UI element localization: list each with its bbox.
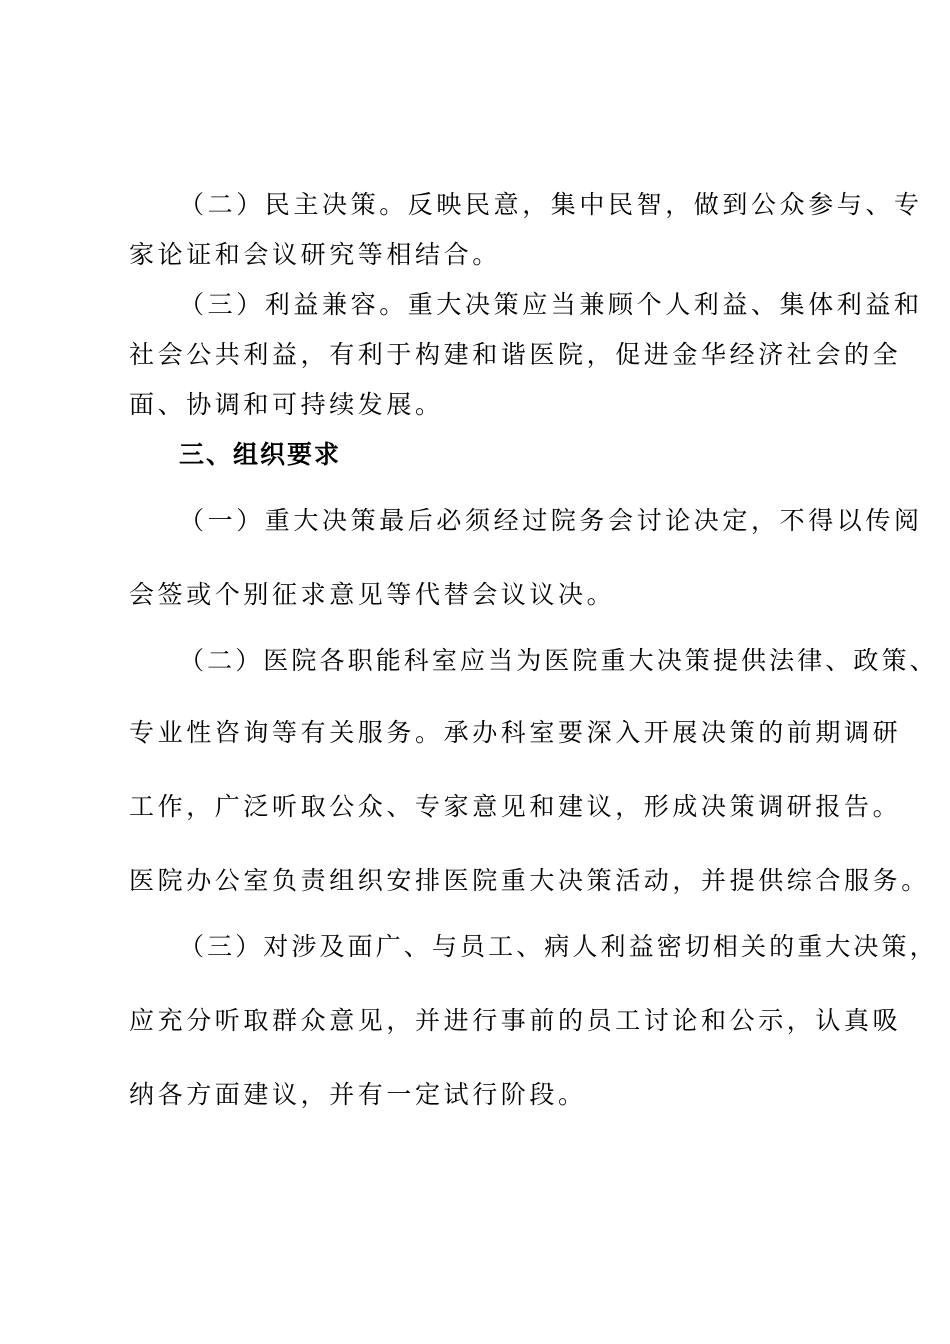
paragraph-line: 家论证和会议研究等相结合。 bbox=[129, 240, 501, 269]
paragraph-line: （一）重大决策最后必须经过院务会讨论决定，不得以传阅 bbox=[179, 506, 923, 535]
paragraph-line: 纳各方面建议，并有一定试行阶段。 bbox=[129, 1080, 587, 1109]
paragraph-line: （二）医院各职能科室应当为医院重大决策提供法律、政策、 bbox=[179, 646, 938, 675]
section-heading: 三、组织要求 bbox=[179, 440, 342, 469]
paragraph-line: （二）民主决策。反映民意，集中民智，做到公众参与、专 bbox=[179, 190, 923, 219]
paragraph-line: 会签或个别征求意见等代替会议议决。 bbox=[129, 580, 616, 609]
paragraph-line: （三）利益兼容。重大决策应当兼顾个人利益、集体利益和 bbox=[179, 290, 923, 319]
paragraph-line: 社会公共利益，有利于构建和谐医院，促进金华经济社会的全 bbox=[129, 340, 902, 369]
paragraph-line: 应充分听取群众意见，并进行事前的员工讨论和公示，认真吸 bbox=[129, 1006, 902, 1035]
paragraph-line: 医院办公室负责组织安排医院重大决策活动，并提供综合服务。 bbox=[129, 866, 930, 895]
paragraph-line: 面、协调和可持续发展。 bbox=[129, 390, 444, 419]
paragraph-line: 专业性咨询等有关服务。承办科室要深入开展决策的前期调研 bbox=[129, 718, 902, 747]
paragraph-line: 工作，广泛听取公众、专家意见和建议，形成决策调研报告。 bbox=[129, 792, 902, 821]
paragraph-line: （三）对涉及面广、与员工、病人利益密切相关的重大决策， bbox=[179, 932, 938, 961]
